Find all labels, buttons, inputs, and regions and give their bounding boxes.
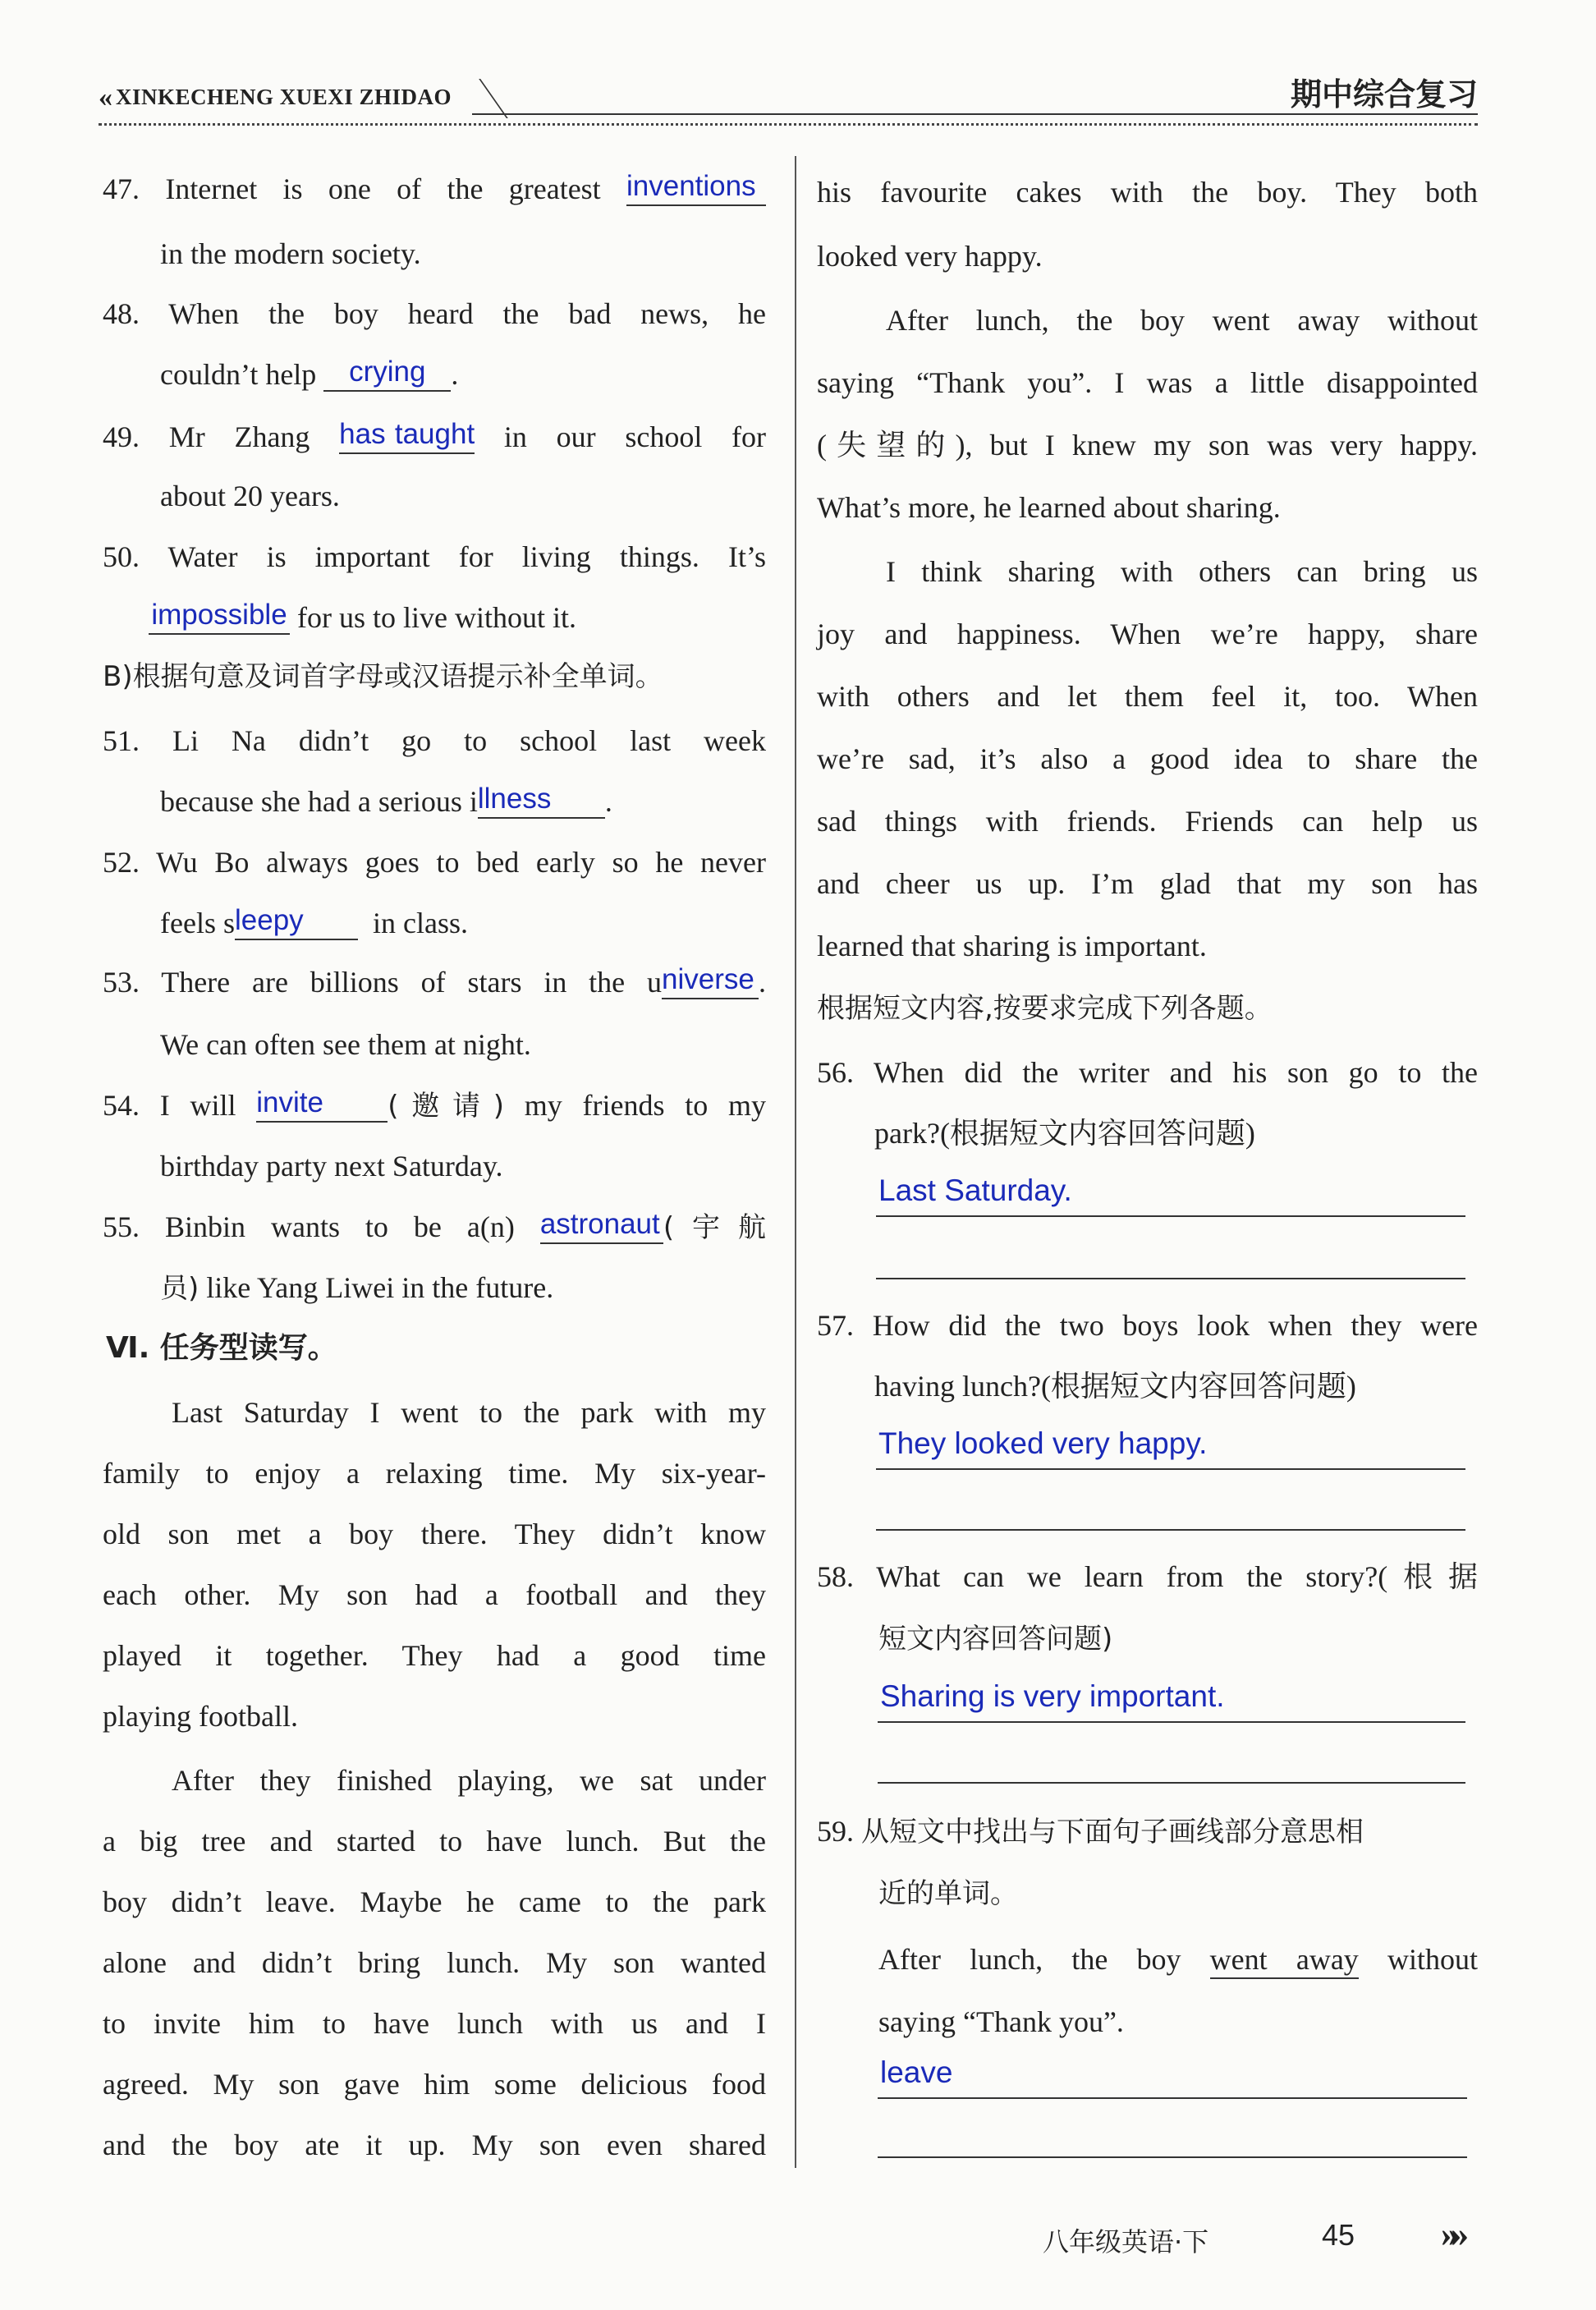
q48-answer[interactable]: crying — [323, 356, 451, 392]
answer-line — [876, 1468, 1465, 1470]
header-divider — [446, 79, 508, 118]
q48-line2: couldn’t help crying . — [160, 356, 459, 391]
q50-line2: impossible for us to live without it. — [149, 598, 576, 637]
q47-line2: in the modern society. — [160, 237, 421, 270]
underlined-phrase: went away — [1210, 1943, 1359, 1979]
q58-line1: 58. What can we learn from the story?(根据 — [817, 1560, 1478, 1593]
answer-line — [878, 2156, 1467, 2158]
q58-answer[interactable]: Sharing is very important. — [880, 1679, 1225, 1713]
passage-line: old son met a boy there. They didn’t know — [103, 1518, 766, 1550]
page-number: 45 — [1322, 2218, 1355, 2252]
passage-line: After they finished playing, we sat under — [172, 1764, 766, 1797]
passage-line: looked very happy. — [817, 240, 1043, 273]
passage-line: a big tree and started to have lunch. But the — [103, 1825, 766, 1858]
q53-line1: 53. There are billions of stars in the universe . — [103, 963, 767, 999]
q55-line2: 员) like Yang Liwei in the future. — [160, 1271, 554, 1305]
answer-line — [878, 1721, 1465, 1723]
q59-sentence: After lunch, the boy went away without — [878, 1940, 1478, 1979]
q56-line1: 56. When did the writer and his son go to the — [817, 1056, 1478, 1089]
q47-line1: 47. Internet is one of the greatest inventions — [103, 169, 766, 209]
q56-line2: park?(根据短文内容回答问题) — [874, 1117, 1255, 1150]
q52-answer[interactable]: leepy — [235, 904, 358, 940]
dotted-divider — [99, 123, 1478, 126]
passage-line: saying “Thank you”. I was a little disappointed — [817, 366, 1478, 399]
passage-line: boy didn’t leave. Maybe he came to the park — [103, 1885, 766, 1918]
q58-line2: 短文内容回答问题) — [878, 1623, 1113, 1656]
part-b-instruction: B)根据句意及词首字母或汉语提示补全单词。 — [103, 660, 663, 693]
q52-line2: feels sleepy in class. — [160, 904, 468, 939]
q57-answer[interactable]: They looked very happy. — [878, 1426, 1208, 1460]
q50-answer[interactable]: impossible — [149, 599, 290, 635]
q52-line1: 52. Wu Bo always goes to bed early so he never — [103, 846, 766, 879]
page-footer — [1043, 2213, 1486, 2262]
passage-line: After lunch, the boy went away without — [886, 304, 1478, 337]
q51-line2: because she had a serious illness . — [160, 783, 612, 818]
passage-line: learned that sharing is important. — [817, 930, 1207, 962]
answer-line — [876, 1215, 1465, 1217]
q51-answer[interactable]: llness — [478, 783, 605, 819]
q49-line1: 49. Mr Zhang has taught in our school for — [103, 418, 767, 453]
passage-line: each other. My son had a football and they — [103, 1578, 766, 1611]
passage-line: we’re sad, it’s also a good idea to share the — [817, 742, 1478, 775]
q56-answer[interactable]: Last Saturday. — [878, 1173, 1072, 1207]
q59-sentence-2: saying “Thank you”. — [878, 2005, 1124, 2038]
q53-answer[interactable]: niverse — [662, 963, 759, 999]
passage-line: joy and happiness. When we’re happy, share — [817, 618, 1478, 650]
q49-answer[interactable]: has taught — [339, 418, 475, 454]
passage-line: I think sharing with others can bring us — [886, 555, 1478, 588]
passage-line: played it together. They had a good time — [103, 1639, 766, 1672]
q57-line1: 57. How did the two boys look when they were — [817, 1309, 1479, 1342]
passage-line: sad things with friends. Friends can help us — [817, 805, 1478, 838]
double-chevron-left-icon: « — [99, 82, 108, 113]
q55-line1: 55. Binbin wants to be a(n) astronaut (宇航 — [103, 1208, 767, 1244]
passage-line: his favourite cakes with the boy. They both — [817, 176, 1478, 209]
passage-line: What’s more, he learned about sharing. — [817, 491, 1281, 524]
passage-line: and the boy ate it up. My son even shared — [103, 2129, 766, 2161]
q53-line2: We can often see them at night. — [160, 1028, 531, 1061]
passage-line: and cheer us up. I’m glad that my son has — [817, 867, 1478, 900]
q55-answer[interactable]: astronaut — [540, 1208, 663, 1244]
answer-line — [878, 1782, 1465, 1784]
grade-label: 八年级英语·下 — [1043, 2226, 1209, 2257]
q54-line1: 54. I will invite (邀请) my friends to my — [103, 1086, 766, 1123]
q59-answer[interactable]: leave — [880, 2055, 953, 2089]
q48-line1: 48. When the boy heard the bad news, he — [103, 297, 766, 330]
passage-line: to invite him to have lunch with us and I — [103, 2007, 766, 2040]
passage-line: playing football. — [103, 1700, 298, 1733]
passage-line: Last Saturday I went to the park with my — [172, 1396, 766, 1429]
passage-line: with others and let them feel it, too. When — [817, 680, 1478, 713]
section-title: 期中综合复习 — [1290, 76, 1478, 113]
passage-line: agreed. My son gave him some delicious food — [103, 2068, 766, 2101]
section-6-title: Ⅵ. 任务型读写。 — [106, 1331, 337, 1365]
section-6-instruction: 根据短文内容,按要求完成下列各题。 — [817, 992, 1273, 1025]
q49-line2: about 20 years. — [160, 480, 340, 512]
answer-line — [876, 1529, 1465, 1531]
q54-line2: birthday party next Saturday. — [160, 1150, 503, 1183]
q59-line1: 59. 从短文中找出与下面句子画线部分意思相 — [817, 1815, 1364, 1848]
double-chevron-right-icon: »» — [1441, 2214, 1461, 2254]
passage-line: alone and didn’t bring lunch. My son wanted — [103, 1946, 766, 1979]
page-header — [99, 64, 1478, 122]
q57-line2: having lunch?(根据短文内容回答问题) — [874, 1370, 1356, 1403]
q54-answer[interactable]: invite — [256, 1086, 388, 1123]
answer-line — [878, 2097, 1467, 2099]
passage-line: family to enjoy a relaxing time. My six-year- — [103, 1457, 766, 1490]
series-title: « XINKECHENG XUEXI ZHIDAO — [99, 82, 452, 113]
q51-line1: 51. Li Na didn’t go to school last week — [103, 724, 766, 757]
q50-line1: 50. Water is important for living things. It’s — [103, 540, 766, 573]
column-divider — [795, 156, 796, 2168]
q59-line2: 近的单词。 — [878, 1877, 1018, 1910]
passage-line: (失望的), but I knew my son was very happy. — [817, 429, 1478, 462]
q47-answer[interactable]: inventions — [626, 170, 766, 206]
answer-line — [876, 1278, 1465, 1279]
